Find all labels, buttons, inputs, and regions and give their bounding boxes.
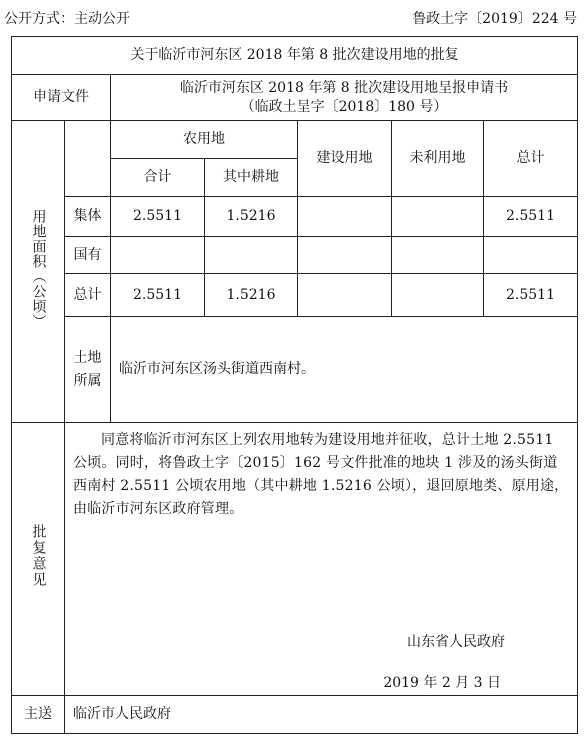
application-line-1: 临沂市河东区 2018 年第 8 批次建设用地呈报申请书 <box>179 79 509 96</box>
approval-table <box>11 36 578 734</box>
agri-subtotal-header: 合计 <box>111 159 205 197</box>
agricultural-land-header: 农用地 <box>111 121 298 159</box>
row-label: 总计 <box>65 274 111 317</box>
table-row <box>12 237 578 274</box>
signing-authority: 山东省人民政府 <box>407 634 506 651</box>
ownership-label-cell <box>65 317 111 423</box>
cell-construction <box>298 274 392 317</box>
farmland-header: 其中耕地 <box>205 159 298 197</box>
cell-sum <box>484 237 578 274</box>
ownership-label-line-2: 所属 <box>73 372 102 389</box>
ownership-value: 临沂市河东区汤头街道西南村。 <box>111 317 578 423</box>
document-title: 关于临沂市河东区 2018 年第 8 批次建设用地的批复 <box>12 37 578 75</box>
opinion-label: 批复意见 <box>30 524 47 589</box>
table-row <box>12 197 578 237</box>
cell-sum: 2.5511 <box>484 197 578 237</box>
table-row <box>12 274 578 317</box>
document-number: 鲁政土字〔2019〕224 号 <box>412 11 577 27</box>
application-value <box>111 75 578 121</box>
application-line-2: （临政土呈字〔2018〕180 号） <box>240 98 448 115</box>
area-label: 用地面积（公顷） <box>30 208 47 329</box>
cell-agri-total <box>111 237 205 274</box>
opinion-label-cell <box>12 423 65 696</box>
area-label-cell <box>12 121 65 423</box>
row-label: 国有 <box>65 237 111 274</box>
recipient-value: 临沂市人民政府 <box>65 696 578 734</box>
ownership-label-line-1: 土地 <box>73 350 102 367</box>
cell-construction <box>298 197 392 237</box>
row-label: 集体 <box>65 197 111 237</box>
cell-farmland <box>205 237 298 274</box>
unused-land-header: 未利用地 <box>392 121 484 197</box>
cell-construction <box>298 237 392 274</box>
blank-corner-cell <box>65 121 111 197</box>
cell-farmland: 1.5216 <box>205 197 298 237</box>
grand-total-header: 总计 <box>484 121 578 197</box>
signing-date: 2019 年 2 月 3 日 <box>383 675 502 692</box>
cell-unused <box>392 237 484 274</box>
opinion-text: 同意将临沂市河东区上列农用地转为建设用地并征收，总计土地 2.5511 公顷。同时，将鲁政土字〔2015〕162 号文件批准的地块 1 涉及的汤头街道西南村 2.5511 公顷农用地（其中耕地 1.5216 公顷），退回原地类、原用途，由临沂市河东区政府管理。 <box>73 432 569 518</box>
disclosure-method: 公开方式：主动公开 <box>4 11 130 27</box>
cell-farmland: 1.5216 <box>205 274 298 317</box>
construction-land-header: 建设用地 <box>298 121 392 197</box>
cell-agri-total: 2.5511 <box>111 197 205 237</box>
cell-sum: 2.5511 <box>484 274 578 317</box>
application-label: 申请文件 <box>12 75 111 121</box>
recipient-label: 主送 <box>12 696 65 734</box>
opinion-body <box>65 423 578 696</box>
cell-unused <box>392 197 484 237</box>
cell-unused <box>392 274 484 317</box>
cell-agri-total: 2.5511 <box>111 274 205 317</box>
